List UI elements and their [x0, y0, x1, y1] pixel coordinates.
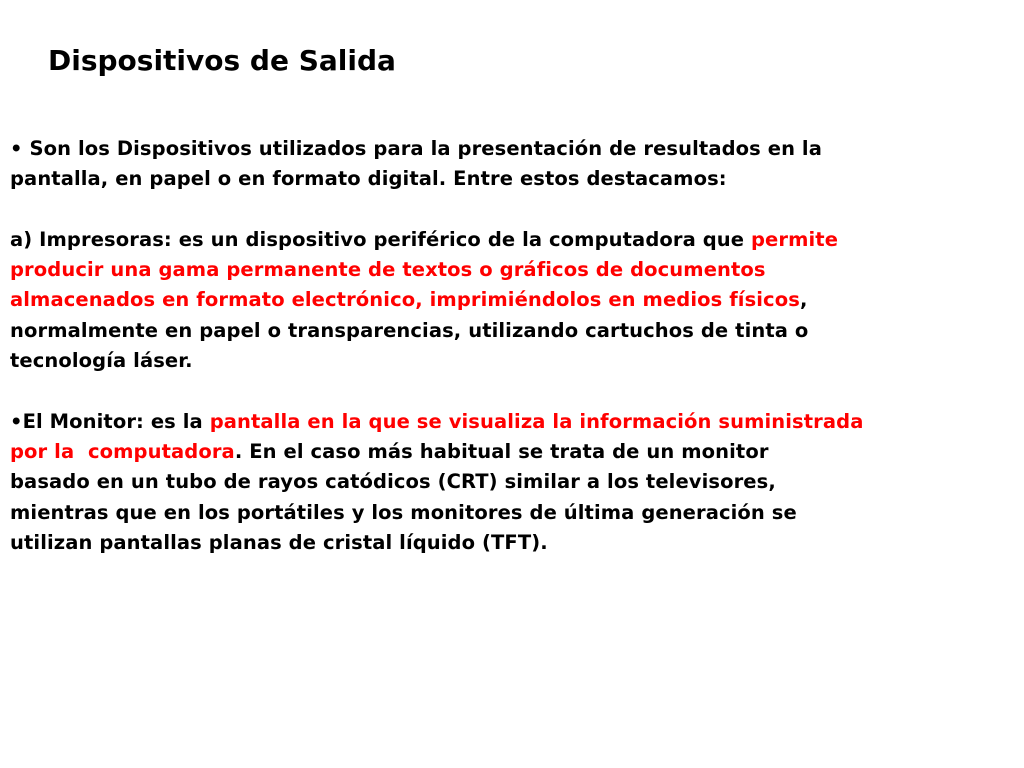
intro-line-1: [10, 134, 970, 164]
monitor-line-3: basado en un tubo de rayos catódicos (CRT) similar a los televisores,: [10, 470, 776, 494]
intro-text-1: Son los Dispositivos utilizados para la presentación de resultados en la: [22, 137, 822, 160]
printers-line-5: tecnología láser.: [10, 349, 193, 373]
printers-intro-text: a) Impresoras: es un dispositivo periférico de la computadora que: [10, 227, 751, 251]
monitor-paragraph: [10, 407, 970, 558]
monitor-line-1: [10, 407, 970, 437]
monitor-highlight-2: por la computadora: [10, 439, 235, 463]
printers-comma: ,: [799, 288, 808, 312]
printers-highlight-1: permite: [751, 227, 839, 251]
printers-line-1: [10, 225, 970, 255]
paragraph-spacer: [10, 376, 970, 406]
printers-line-3: [10, 285, 970, 315]
printers-highlight-2: producir una gama permanente de textos o gráficos de documentos: [10, 258, 766, 282]
monitor-line-2: [10, 437, 970, 467]
monitor-highlight-1: pantalla en la que se visualiza la información suministrada: [209, 409, 864, 433]
printers-highlight-3: almacenados en formato electrónico, imprimiéndolos en medios físicos: [10, 288, 800, 312]
monitor-text-2: . En el caso más habitual se trata de un monitor: [234, 439, 769, 463]
intro-line-2: pantalla, en papel o en formato digital. Entre estos destacamos:: [10, 167, 727, 191]
slide-title: Dispositivos de Salida: [48, 44, 396, 77]
printers-line-4: normalmente en papel o transparencias, utilizando cartuchos de tinta o: [10, 318, 809, 342]
slide-body: [10, 134, 970, 558]
monitor-line-4: mientras que en los portátiles y los monitores de última generación se: [10, 500, 797, 524]
printers-paragraph: [10, 225, 970, 376]
monitor-line-5: utilizan pantallas planas de cristal líquido (TFT).: [10, 530, 548, 554]
paragraph-spacer: [10, 195, 970, 225]
bullet-icon: •: [10, 137, 23, 160]
monitor-intro-text: •El Monitor: es la: [10, 409, 210, 433]
intro-paragraph: [10, 134, 970, 195]
